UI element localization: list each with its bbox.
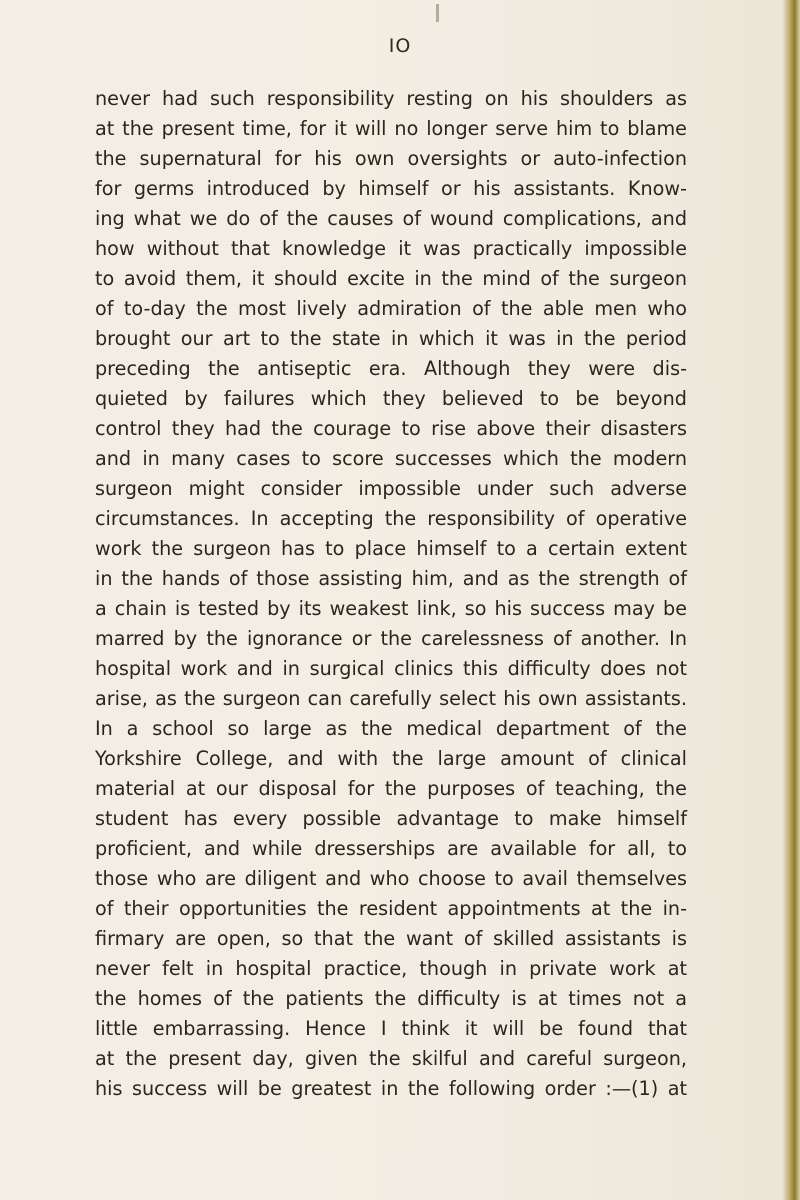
text-line: ing what we do of the causes of wound complications, and [95, 207, 687, 230]
text-line: circumstances. In accepting the responsibility of operative [95, 507, 687, 530]
text-line: little embarrassing. Hence I think it will be found that [95, 1017, 687, 1040]
text-line: how without that knowledge it was practically impossible [95, 237, 687, 260]
text-line: the supernatural for his own oversights or auto-infection [95, 147, 687, 170]
body-text [95, 84, 687, 1104]
text-line: In a school so large as the medical department of the [95, 717, 687, 740]
text-line: his success will be greatest in the following order :—(1) at [95, 1077, 687, 1100]
text-line: at the present day, given the skilful and careful surgeon, [95, 1047, 687, 1070]
text-line: hospital work and in surgical clinics this difficulty does not [95, 657, 687, 680]
text-line: student has every possible advantage to make himself [95, 807, 687, 830]
text-line: to avoid them, it should excite in the mind of the surgeon [95, 267, 687, 290]
text-line: arise, as the surgeon can carefully select his own assistants. [95, 687, 687, 710]
text-line: and in many cases to score successes which the modern [95, 447, 687, 470]
text-line: marred by the ignorance or the carelessness of another. In [95, 627, 687, 650]
text-line: firmary are open, so that the want of skilled assistants is [95, 927, 687, 950]
text-line: at the present time, for it will no longer serve him to blame [95, 117, 687, 140]
text-line: never had such responsibility resting on his shoulders as [95, 87, 687, 110]
text-line: quieted by failures which they believed to be beyond [95, 387, 687, 410]
text-line: preceding the antiseptic era. Although they were dis- [95, 357, 687, 380]
text-line: of to-day the most lively admiration of the able men who [95, 297, 687, 320]
text-line: the homes of the patients the difficulty is at times not a [95, 987, 687, 1010]
text-line: those who are diligent and who choose to avail themselves [95, 867, 687, 890]
text-line: of their opportunities the resident appointments at the in- [95, 897, 687, 920]
text-line: control they had the courage to rise above their disasters [95, 417, 687, 440]
text-line: proficient, and while dresserships are available for all, to [95, 837, 687, 860]
text-line: surgeon might consider impossible under such adverse [95, 477, 687, 500]
text-line: never felt in hospital practice, though in private work at [95, 957, 687, 980]
text-line: material at our disposal for the purposes of teaching, the [95, 777, 687, 800]
page-number: IO [388, 35, 412, 57]
text-line: work the surgeon has to place himself to a certain extent [95, 537, 687, 560]
print-mark [436, 4, 439, 22]
text-line: Yorkshire College, and with the large amount of clinical [95, 747, 687, 770]
text-line: brought our art to the state in which it was in the period [95, 327, 687, 350]
page-edge [782, 0, 800, 1200]
text-line: in the hands of those assisting him, and as the strength of [95, 567, 687, 590]
text-line: a chain is tested by its weakest link, so his success may be [95, 597, 687, 620]
text-line: for germs introduced by himself or his assistants. Know- [95, 177, 687, 200]
